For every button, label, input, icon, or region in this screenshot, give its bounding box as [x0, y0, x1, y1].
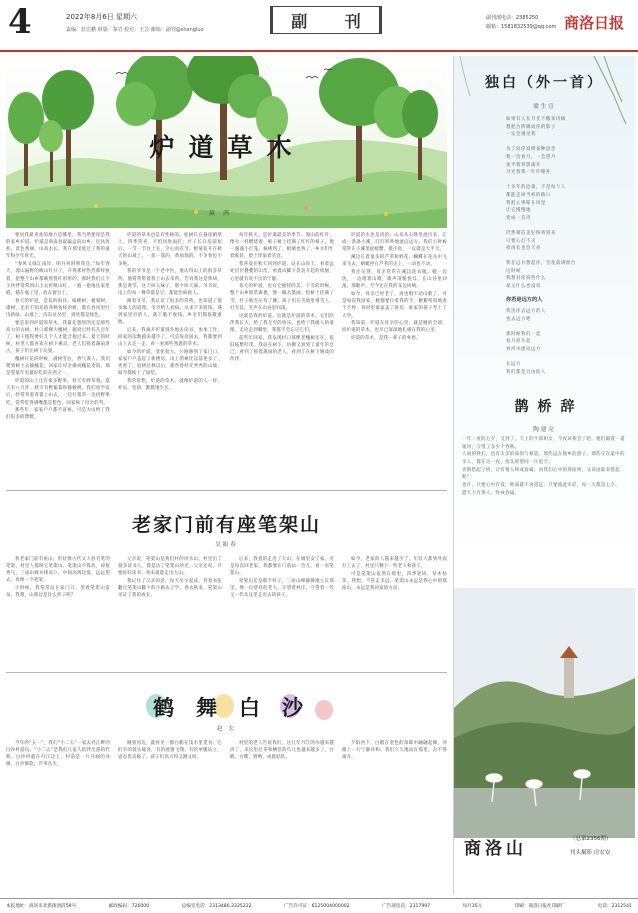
sidebar-photo-credit: 刊头摄影 房宏安	[570, 850, 611, 856]
sidebar-brand: 商洛山	[464, 839, 527, 859]
article1-paragraph: 我还记得，母亲常常在溪边洗衣服。她一边洗，一边唱着山歌，歌声清脆悦耳，在山谷里回荡。那歌声，至今还在我的耳边回响。	[342, 269, 447, 290]
article1-paragraph: 炉道的水也是清的。山泉从石缝里流出来，汇成一条条小溪，叮叮咚咚地流向远方。我们小时候常常在小溪里捉螃蟹，摸小鱼，一玩就是大半天。	[342, 233, 447, 253]
article1-paragraph: 要问我最喜欢的地方是哪里，我当然要说是我的家乡炉道。炉道是商南县最偏远的山乡，民风淳朴，景色秀丽，山高水长。我在那里度过了我的童年和少年时光。	[6, 233, 110, 260]
article2-paragraph: 父亲说，笔架山是我们村的风水山。村里出了很多读书人，都是沾了笔架山的光。父亲还说，只要好好读书，将来就能走出大山。	[118, 557, 222, 577]
article1-paragraph: 我常常想，炉道的草木，就像炉道的人一样，朴实，坚韧，默默地生长。	[118, 379, 222, 392]
sidebar-poem1-author: 梁生宣	[533, 104, 556, 110]
article2-column-4	[342, 556, 447, 668]
poem1b-line: 也去远方吧	[506, 316, 531, 322]
poem2-paragraph: 一年一度的七夕，又到了。天上的牛郎织女，今夜该相会了吧。他们隔着一道银河，守望了多少个春秋。	[462, 437, 625, 450]
sidebar-photo	[454, 588, 635, 838]
sidebar-poem2-body	[462, 436, 628, 498]
sidebar-poem1b-body	[506, 308, 626, 376]
article2-paragraph: 我老家门前有座山，形状像古代文人放毛笔的笔架，村里人都叫它笔架山。笔架山不算高，却很秀气，三座山峰并排而立，中间高两边低，远远望去，真像一个笔架。	[6, 557, 110, 584]
mountain-cranes-photo	[454, 588, 635, 838]
article3-author: 赵 宏	[217, 726, 236, 732]
article1-column-4	[342, 232, 447, 484]
poem1-line: 为了向你说明某种思念	[506, 147, 556, 153]
article1-paragraph: 后来，我离开炉道到外地去读书，参加工作，回家的次数越来越少了。可是每次回去，我都要到山上去走一走，看一看那些熟悉的草木。	[118, 327, 222, 348]
poem1-line: 只要心灯不灭	[506, 238, 536, 244]
poem1b-line: 我送你去远方的人	[506, 309, 546, 314]
page-number: 4	[8, 2, 32, 42]
article1-paragraph: 要是说到炉道的草木，我最先想到的还是那些高大的古树。村口那棵大槐树，据说已经有几百年了，树干粗得要好几个人才能合抱过来。夏天的时候，村里人都喜欢在树下乘凉，老人们摇着蒲扇讲古，孩子们在树下玩耍。	[6, 320, 110, 355]
sidebar-poem2-title: 鹊桥辞	[514, 399, 584, 415]
footer	[0, 898, 638, 913]
poem1-line: 如果有人在月光下搬来诗稿	[506, 117, 566, 122]
article1-paragraph: 那些年，家家户户都不富裕，可是大山给了我们很多的馈赠。	[6, 408, 110, 421]
poem1b-line	[506, 354, 626, 362]
poem1-line: 都能走回当初的路口	[506, 192, 551, 198]
article3-column-3	[230, 740, 334, 894]
footer-address: 本报地址：商洛市北新街西段59号	[6, 904, 77, 909]
poem1-line: 夜半我背影离开	[506, 162, 541, 168]
article1-paragraph: 如今，母亲已经老了，再也唱不动山歌了。可是每次我回家，她都要拉着我的手，絮絮叨叨地说个不停，说村里谁家盖了新房，谁家的孩子考上了大学。	[342, 292, 447, 319]
article3-column-4	[342, 740, 447, 894]
article2-column-1	[6, 556, 110, 668]
poem1-line: 却又什么也没说	[506, 284, 541, 290]
poem1-line	[506, 222, 626, 230]
sidebar	[453, 56, 634, 894]
poem1b-line: 看河水流向远方	[506, 346, 541, 352]
article3-column-1	[6, 740, 110, 894]
poem1-line: 我一会看月，一会望月	[506, 154, 556, 160]
poem1-line: 这时候	[506, 268, 521, 274]
footer-ad-phone: 广告部电话：2317997	[382, 904, 431, 909]
article1-paragraph: 冬天的炉道，也有它独特的美。下雪的时候，整个山乡银装素裹，像一幅水墨画。松树上挂满了雪，竹子被雪压弯了腰。孩子们在雪地里堆雪人，打雪仗，笑声在山谷里回荡。	[230, 284, 334, 311]
article1-paragraph: 炉道的山上还有很多野果。春天有野草莓，夏天有八月炸，秋天有野葡萄和猕猴桃。我们放学以后，经常背着背篓上山去，一边打猪草一边找野果吃，常常吃得满嘴都是紫色，回家挨了母亲的骂。	[6, 379, 110, 406]
newspaper-logo: 商洛日报	[564, 14, 625, 32]
section-title: 副 刊	[270, 6, 382, 34]
article1-column-1	[6, 232, 110, 484]
poem1-line	[506, 253, 626, 261]
sidebar-poem1-title: 独白（外一首）	[485, 75, 604, 91]
article1-title: 炉道草木	[149, 133, 306, 162]
sidebar-poem1-body	[506, 116, 626, 291]
poem1-line: 我在远方想起你，雪花落满窗台	[506, 261, 576, 267]
issue-date: 2022年8月6日 星期六	[66, 13, 137, 21]
poem1b-line: 我们都是自由的人	[506, 369, 546, 375]
footer-editor-phone: 总编室电话：2313486 2325222	[181, 904, 252, 909]
footer-printer: 印刷：商洛日报社印刷厂	[514, 904, 566, 909]
article1-paragraph: 我的爷爷是一个老中医，他认得山上的很多草药。他常常带着我上山去采药，告诉我这是柴胡，那是黄芩，这个叫五味子，那个叫天麻。爷爷说，山上的每一棵草都是宝，都能治病救人。	[118, 269, 222, 296]
poem1-line: 十多年的沧桑，不是每个人	[506, 185, 566, 191]
article1-paragraph: 跟着爷爷，我认识了很多的草药，也知道了很多做人的道理。爷爷给人看病，从来不多收钱，遇到家里穷的人，就干脆不收钱。乡亲们都很敬重他。	[118, 298, 222, 326]
article1-paragraph: 前些年回家，我发现村口那棵老槐树还在，依旧枝繁叶茂。我站在树下，仿佛又看到了童年的自己，看到了摇着蒲扇的老人，看到了在树下嬉戏的伙伴。	[230, 335, 334, 363]
poem1-line	[506, 177, 626, 185]
article1-paragraph: 槐树开花的时候，满树雪白，香气袭人。我们爬到树上去摘槐花，回家让母亲做成槐花麦饭，那是我童年里最好吃的东西之一。	[6, 357, 110, 377]
article3-title: 鹤舞白沙	[153, 695, 325, 720]
article1-paragraph: 每年秋天，是炉道最美的季节。漫山的红叶，像火一样燃烧着。柿子树上挂满了红红的柿子，像一盏盏小灯笼。核桃熟了，板栗也熟了，乡亲们忙着收获，脸上洋溢着笑容。	[230, 233, 334, 260]
article2-column-3	[230, 556, 334, 668]
poem2-paragraph: 愿天下有情人，终成眷属。	[462, 490, 520, 496]
article1-paragraph: 如今的炉道，变化很大。公路修到了家门口，家家户户盖起了新楼房。山上的树比以前更多了，更密了。退耕还林以后，那些曾经光秃秃的山坡，如今都披上了绿装。	[118, 349, 222, 377]
article1-paragraph: 炉道的草木，是我一辈子的乡愁。	[351, 336, 421, 342]
masthead	[0, 0, 638, 52]
footer-ad-license: 广告许可证：6125004000002	[284, 904, 350, 909]
sidebar-poem2-author: 陶建亮	[533, 427, 556, 433]
article1-paragraph: 我喜欢在秋天回到炉道，站在山顶上，看着远处层层叠叠的山峦，看着山脚下袅袅升起的炊烟，心里就有说不出的宁静。	[230, 262, 334, 282]
sidebar-issue-number: （总第2356期）	[570, 836, 612, 842]
contact-info	[486, 14, 556, 32]
article3-paragraph: 今年的“五一”，我们“小二五”一家去丹江畔的白沙村游玩。“小二五”是我们几家人结伴出游的代称。白沙村就在丹江边上，村前是一片开阔的河滩，白沙细软，芦苇丛生。	[6, 741, 110, 768]
poem1-line: 让它慢慢地	[506, 208, 531, 214]
article2-paragraph: 笔架山还是那个样子，三座山峰静静地立在那里，像一位慈祥的老人，守望着村庄，守望着一代又一代从这里走出去的孩子。	[230, 579, 334, 599]
poem1-line	[506, 139, 626, 147]
poem1-line: 我想对你说些什么	[506, 276, 546, 282]
poem2-paragraph: 人间的我们，也有太多的离别与相思。那些远在他乡的游子，那些守在家中的亲人，都在这一夜，抬头仰望同一片星空。	[462, 452, 625, 465]
article1-paragraph: 炉道的草木也是有性格的。松树长在悬崖峭壁上，四季常青，不怕风吹雨打；竹子长在房前屋后，一节一节往上长，空心而有节；野菊花开在秋天的山坡上，一簇一簇的，黄灿灿的，不争春也不争艳。	[118, 233, 222, 267]
article2-paragraph: 如今，老家的人越来越少了，年轻人都到外面打工去了，村里只剩下一些老人和孩子。	[342, 557, 447, 570]
footer-printer-phone: 电话：2312541	[597, 904, 632, 909]
article2-paragraph: 我记住了父亲的话，每天早早起床，背着书包翻过笔架山脚下的小路去上学。春去秋来，笔架山见证了我的成长。	[118, 579, 222, 599]
article2-title: 老家门前有座笔架山	[131, 514, 321, 536]
article2-paragraph: 后来，我真的走出了大山，在城里安了家。可是每次回老家，我都要在门前站一会儿，看一看笔架山。	[230, 557, 334, 577]
poem1-line: 夜再长也会天亮	[506, 246, 541, 252]
article1-paragraph: “春风又绿江南岸，明月何时照我还。”每年春天，漫山遍野的映山红开了，开得那样热烈那样执着，把整个山乡都映照得红彤彤的。那时我们几个小伙伴常常到山上去折映山红，一抱一抱地往家里抱，插在瓶子里，放在窗台上。	[6, 262, 110, 296]
article2-paragraph: 可是笔架山依然在那里，四季轮回，草木枯荣。我想，不管走多远，笔架山永远是我心中的那座山，永远是我回家的方向。	[342, 571, 447, 592]
footer-postcode: 邮政编码：726000	[108, 904, 150, 909]
poem2-paragraph: 喜鹊搭起了桥，让有情人终成眷属。而我们心中的那座桥，又该由谁来搭起呢？	[462, 467, 621, 481]
poem1b-line: 在远方	[506, 362, 521, 368]
article1-paragraph: 这就是我的炉道，这就是炉道的草木。它们陪伴我长大，给了我无穷的快乐，也给了我做人的道理。无论走到哪里，我都不会忘记它们。	[230, 313, 334, 333]
article2-paragraph: 小时候，我常常站在家门口，望着笔架山发呆。我想，山那边是什么样子呢？	[6, 586, 110, 599]
article-divider-2	[6, 672, 447, 673]
sidebar-poem1b-title: 你若是远方的人	[506, 297, 543, 303]
article3-paragraph: 刚到河边，就看见一群白鹤在浅水里觅食。它们有的低头啄食，有的展翅飞翔，有的单腿站立，姿态优美极了。孩子们高兴得又跳又叫。	[118, 741, 222, 761]
article1-paragraph: 我知道，炉道在母亲的心里，就是她的全部。而炉道的草木，也早已深深地扎根在我的心里。	[342, 321, 447, 334]
poem1b-line: 看月亮升起	[506, 339, 531, 345]
article1-column-3	[230, 232, 334, 484]
article2-column-2	[118, 556, 222, 668]
article1-author: 赢 鸿	[209, 210, 232, 217]
article-divider-1	[6, 490, 447, 491]
poem1-line: 月光替我一针针缝补	[506, 170, 551, 176]
article1-paragraph: 溪边长着很多的芦苇和野花，蝴蝶在花丛中飞来飞去，蜻蜓停在芦苇的尖上，一动也不动。	[342, 255, 447, 268]
poem1b-line	[506, 323, 626, 331]
poem1-line: 想把台阶砌成你的影子	[506, 124, 556, 130]
contact-phone: 副刊部电话：2385250	[486, 15, 539, 21]
article2-author: 吴振春	[215, 542, 238, 548]
editor-credits: 责编：杜宏鹏 组版：秦岩 校对：王芸 邮箱：副刊@shangluo	[66, 27, 204, 33]
article3-paragraph: 夕阳西下，白鹤在金色的余晖中翩翩起舞，河滩上一片宁静祥和。我们久久地站在那里，舍不得离开。	[342, 741, 447, 761]
poem1-line: 我把心事晾在风里	[506, 200, 546, 206]
poem1-line: 仍然相信美好终将到来	[506, 230, 556, 236]
article3-column-2	[118, 740, 222, 894]
contact-email: 邮箱：1581832539@qq.com	[486, 24, 557, 30]
poem2-paragraph: 也许，只要心中有爱，距离就不再遥远；只要彼此牵挂，每一天都是七夕。	[462, 483, 621, 489]
poem1b-line: 那时候我们一起	[506, 331, 541, 337]
poem1-line: 变成一首诗	[506, 215, 531, 221]
poem1-line: 一定会遇见我	[506, 132, 536, 138]
article1-paragraph: 春天的炉道，是花的海洋。核桃树，板栗树，漆树，还有不知名的各种各样的树，都在春风里吐出新绿。山坡上，沟沟岔岔里，到处都是绿色。	[6, 298, 110, 318]
article1-column-2	[118, 232, 222, 484]
footer-price: 每月35元	[462, 904, 483, 909]
article3-paragraph: 村里的老人告诉我们，这几年丹江的水越来越清了，来这里过冬和栖息的鸟儿也越来越多了，白鹤、白鹭、野鸭，成群结队。	[230, 741, 334, 761]
